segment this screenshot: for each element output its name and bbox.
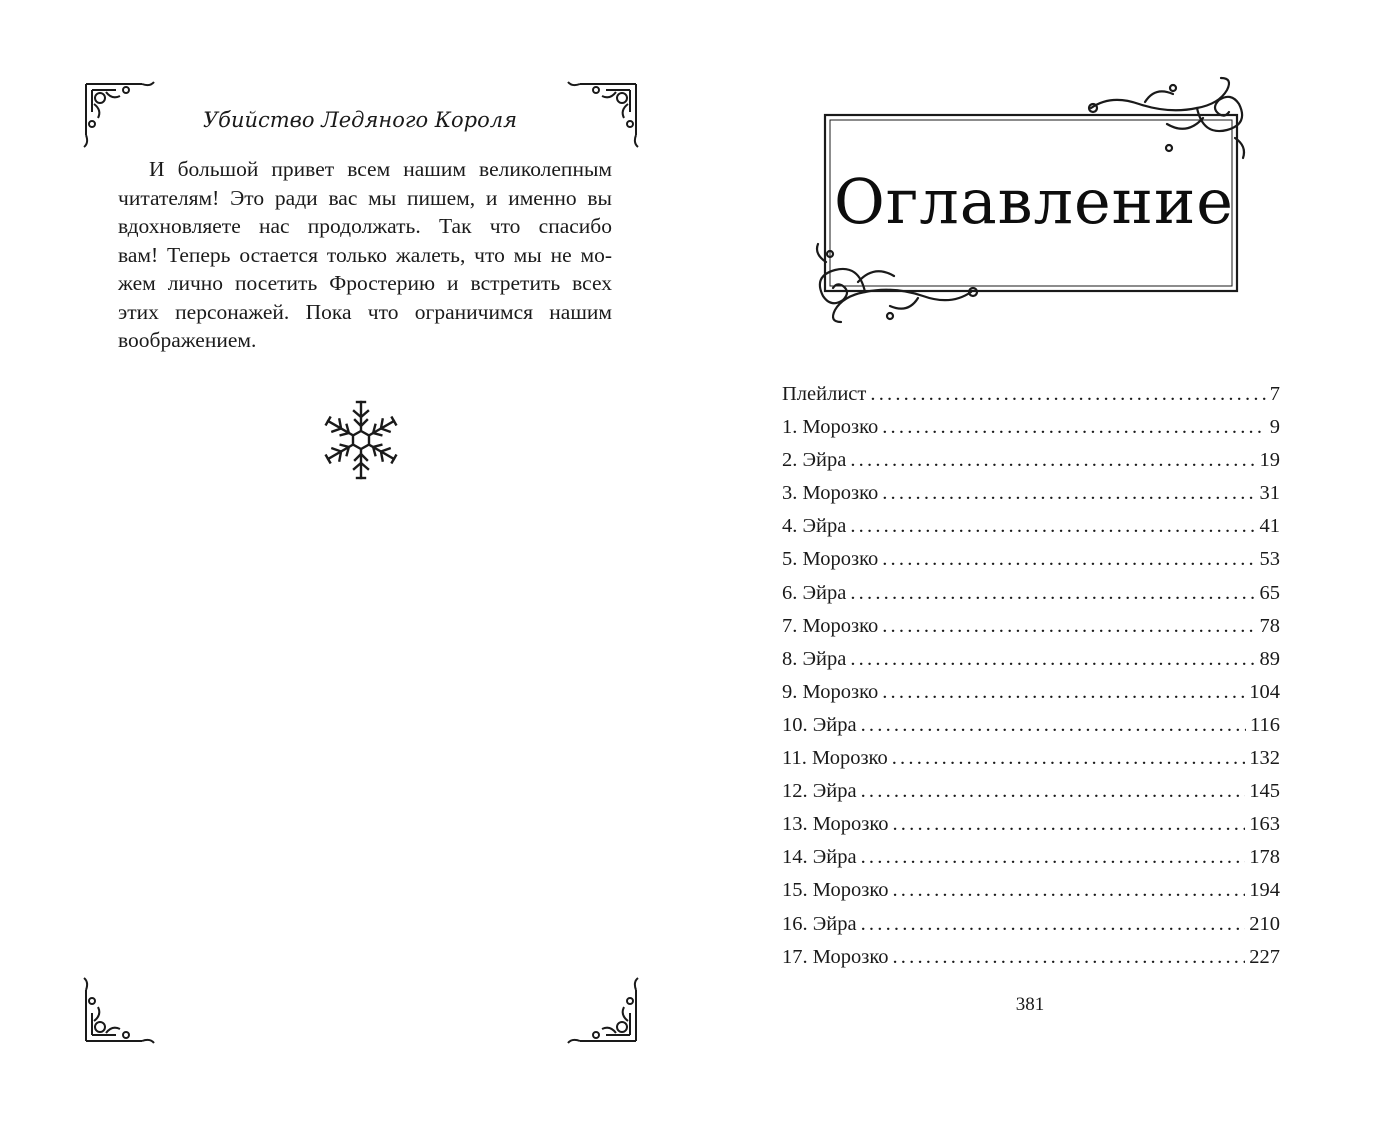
- toc-entry-label: 7. Морозко: [782, 614, 879, 637]
- toc-entry-label: 8. Эйра: [782, 647, 847, 670]
- toc-entry[interactable]: [782, 411, 1280, 444]
- snowflake-icon: [318, 397, 404, 483]
- corner-flourish-icon: [560, 965, 640, 1045]
- toc-leader: [870, 378, 1265, 411]
- toc-entry[interactable]: [782, 742, 1280, 775]
- toc-entry-page: 19: [1259, 449, 1280, 472]
- toc-leader: [861, 709, 1246, 742]
- scroll-flourish-icon: [806, 242, 981, 330]
- toc-entry-page: 9: [1269, 416, 1280, 439]
- toc-entry-page: 116: [1250, 713, 1280, 736]
- toc-entry-label: 14. Эйра: [782, 846, 857, 869]
- toc-leader: [892, 874, 1245, 907]
- toc-entry-page: 104: [1249, 680, 1280, 703]
- toc-leader: [850, 444, 1255, 477]
- toc-entry-label: 2. Эйра: [782, 449, 847, 472]
- toc-leader: [861, 841, 1246, 874]
- toc-entry-page: 78: [1259, 614, 1280, 637]
- toc-entry-page: 194: [1249, 879, 1280, 902]
- toc-entry[interactable]: [782, 577, 1280, 610]
- toc-entry[interactable]: [782, 643, 1280, 676]
- toc-leader: [882, 676, 1245, 709]
- paragraph-line: вам! Теперь остается только жалеть, что мы не мо-: [118, 242, 612, 267]
- toc-entry-page: 227: [1249, 945, 1280, 968]
- paragraph-line: жем лично посетить Фростерию и встретить всех: [118, 271, 612, 295]
- corner-flourish-icon: [82, 80, 162, 160]
- toc-entry[interactable]: [782, 510, 1280, 543]
- toc-entry-label: 6. Эйра: [782, 581, 847, 604]
- toc-leader: [850, 510, 1255, 543]
- toc-entry-label: 10. Эйра: [782, 713, 857, 736]
- paragraph-line: читателям! Это ради вас мы пишем, и именно вы: [118, 185, 612, 210]
- toc-leader: [892, 941, 1245, 974]
- toc-leader: [861, 908, 1246, 941]
- toc-entry[interactable]: [782, 378, 1280, 411]
- toc-entry-page: 89: [1259, 647, 1280, 670]
- toc-entry-label: 5. Морозко: [782, 548, 879, 571]
- toc-leader: [850, 643, 1255, 676]
- toc-leader: [892, 808, 1245, 841]
- toc-leader: [892, 742, 1246, 775]
- toc-leader: [882, 543, 1255, 576]
- toc-entry[interactable]: [782, 709, 1280, 742]
- toc-entry-page: 41: [1259, 515, 1280, 538]
- toc-entry-label: 12. Эйра: [782, 780, 857, 803]
- toc-entry-page: 31: [1259, 482, 1280, 505]
- body-paragraph: [118, 155, 612, 355]
- toc-entry[interactable]: [782, 676, 1280, 709]
- toc-entry-page: 7: [1269, 383, 1280, 405]
- toc-entry[interactable]: [782, 908, 1280, 941]
- page-number: 381: [1015, 994, 1045, 1015]
- toc-entry[interactable]: [782, 841, 1280, 874]
- toc-entry[interactable]: [782, 543, 1280, 576]
- toc-entry[interactable]: [782, 874, 1280, 907]
- toc-leader: [882, 477, 1255, 510]
- toc-entry-label: 1. Морозко: [782, 416, 879, 439]
- toc-entry-label: 17. Морозко: [782, 945, 889, 968]
- running-head: Убийство Ледяного Короля: [202, 108, 518, 132]
- toc-entry-page: 178: [1249, 846, 1280, 869]
- toc-entry-label: 11. Морозко: [782, 747, 888, 770]
- scroll-flourish-icon: [1085, 78, 1255, 160]
- toc-leader: [882, 411, 1266, 444]
- toc-entry-label: 16. Эйра: [782, 912, 857, 935]
- toc-entry[interactable]: [782, 444, 1280, 477]
- paragraph-line: этих персонажей. Пока что ограничимся нашим: [118, 299, 612, 324]
- toc-entry[interactable]: [782, 941, 1280, 974]
- toc-entry-page: 145: [1249, 780, 1280, 803]
- toc-entry-label: 13. Морозко: [782, 813, 889, 836]
- corner-flourish-icon: [82, 965, 162, 1045]
- toc-leader: [861, 775, 1246, 808]
- paragraph-line: И большой привет всем нашим великолепным: [149, 157, 612, 181]
- toc-entry[interactable]: [782, 477, 1280, 510]
- toc-entry[interactable]: [782, 808, 1280, 841]
- corner-flourish-icon: [560, 80, 640, 160]
- paragraph-line: воображением.: [118, 328, 257, 352]
- page-title: Оглавление: [834, 165, 1234, 238]
- toc-entry-label: 9. Морозко: [782, 680, 879, 703]
- toc-entry-page: 65: [1259, 581, 1280, 604]
- toc-entry[interactable]: [782, 775, 1280, 808]
- toc-entry-page: 163: [1249, 813, 1280, 836]
- toc-entry-page: 210: [1249, 912, 1280, 935]
- toc-entry-label: Плейлист: [782, 383, 867, 405]
- toc-entry-label: 3. Морозко: [782, 482, 879, 505]
- toc-leader: [882, 610, 1255, 643]
- table-of-contents: [782, 378, 1280, 974]
- toc-entry-label: 15. Морозко: [782, 879, 889, 902]
- toc-entry-page: 132: [1249, 747, 1280, 770]
- toc-leader: [850, 577, 1255, 610]
- toc-entry[interactable]: [782, 610, 1280, 643]
- paragraph-line: вдохновляете нас продолжать. Так что спасибо: [118, 214, 612, 238]
- toc-entry-label: 4. Эйра: [782, 515, 847, 538]
- toc-entry-page: 53: [1259, 548, 1280, 571]
